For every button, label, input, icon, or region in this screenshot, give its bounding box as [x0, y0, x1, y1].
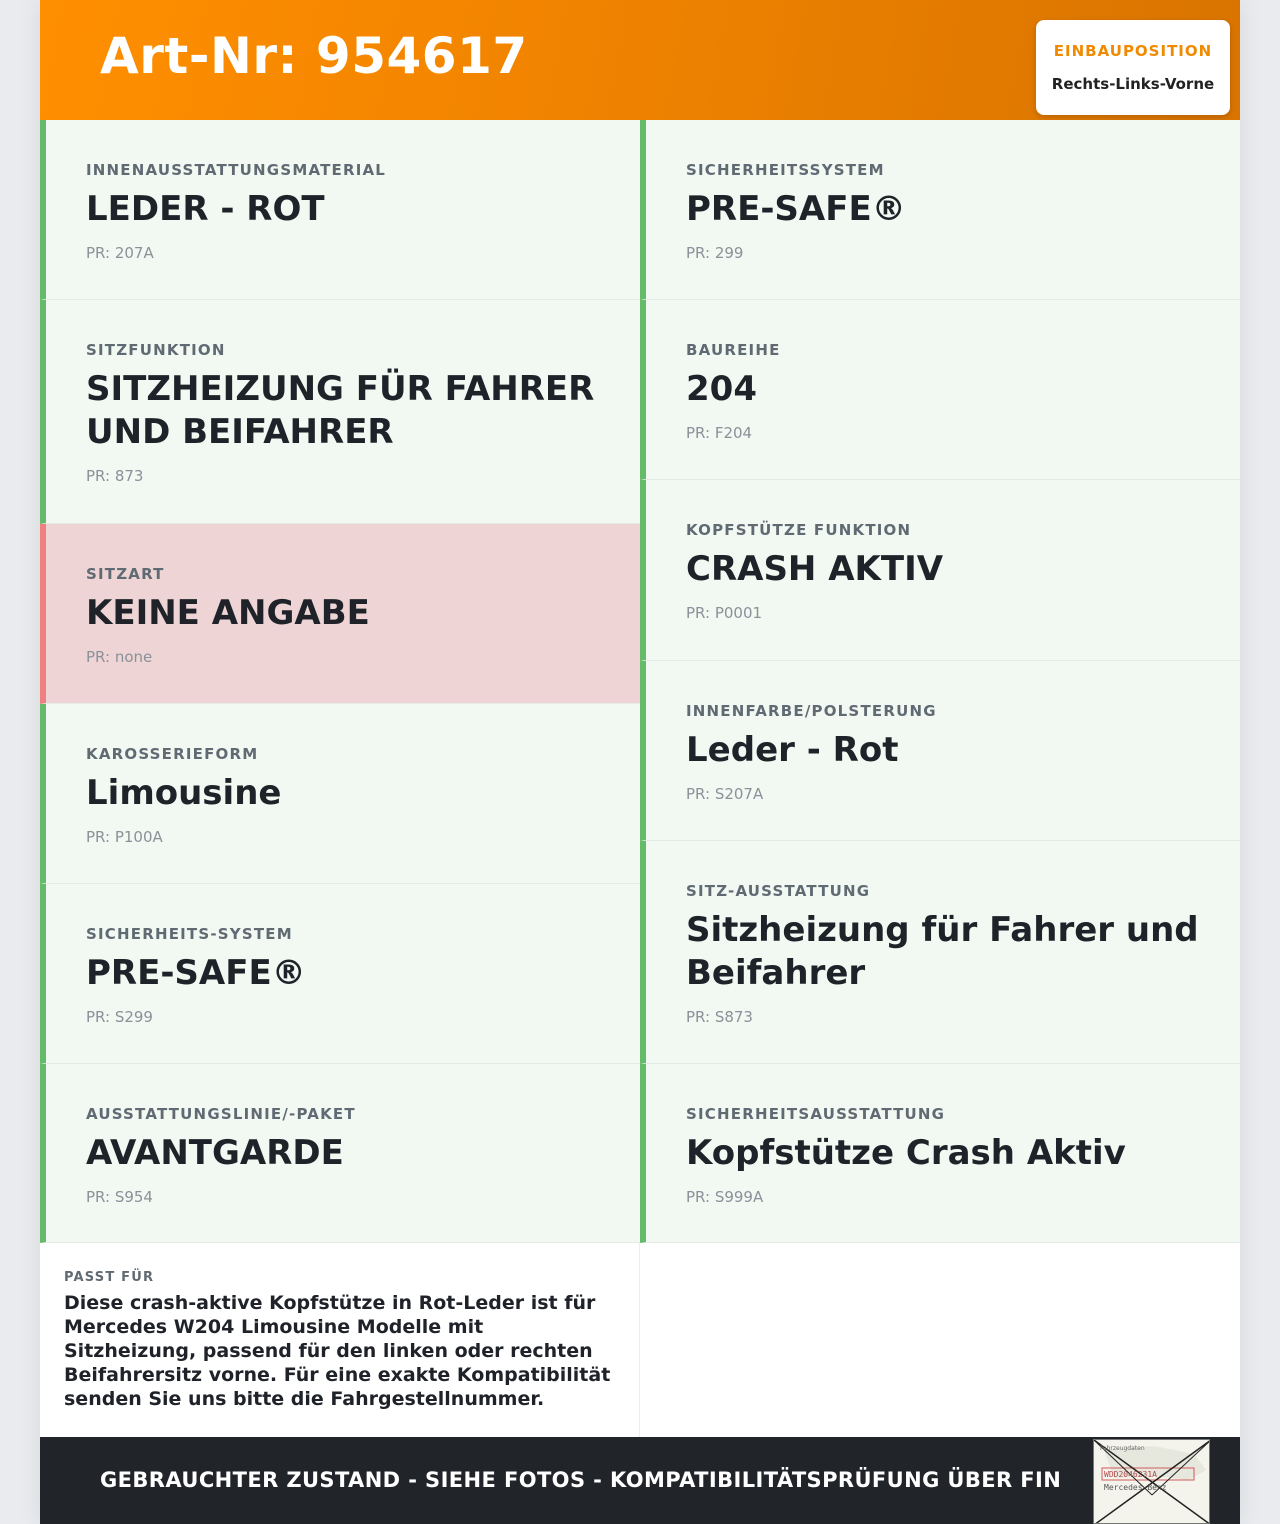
footer-bar: [40, 1437, 1240, 1524]
spec-label: AUSSTATTUNGSLINIE/-PAKET: [86, 1105, 356, 1123]
footer-condition-text: GEBRAUCHTER ZUSTAND - SIEHE FOTOS - KOMPATIBILITÄTSPRÜFUNG ÜBER FIN: [100, 1468, 1062, 1492]
spec-cell-safety-equipment: [640, 1064, 1240, 1243]
spec-label: KOPFSTÜTZE FUNKTION: [686, 521, 912, 539]
fits-for-description: Diese crash-aktive Kopfstütze in Rot-Leder ist für Mercedes W204 Limousine Modelle mit Sitzheizung, passend für den linken oder rechten Beifahrersitz vorne. Für eine exakte Kompatibilität senden Sie uns bitte die Fahrgestellnummer.: [64, 1292, 611, 1410]
spec-value: LEDER - ROT: [86, 189, 325, 229]
spec-label: SICHERHEITS-SYSTEM: [86, 925, 293, 943]
fits-for-label: PASST FÜR: [64, 1270, 155, 1285]
spec-value: PRE-SAFE®: [86, 953, 306, 993]
installation-position-label: EINBAUPOSITION: [1053, 42, 1213, 60]
spec-label: SITZART: [86, 565, 165, 583]
spec-cell-interior-material: [40, 120, 640, 300]
spec-label: SICHERHEITSSYSTEM: [686, 161, 885, 179]
spec-column-right: [640, 120, 1240, 1243]
spec-value: Kopfstütze Crash Aktiv: [686, 1133, 1126, 1173]
spec-pr-code: PR: S873: [686, 1008, 753, 1026]
spec-label: SITZFUNKTION: [86, 341, 226, 359]
spec-value: AVANTGARDE: [86, 1133, 344, 1173]
fits-for-section: [40, 1243, 640, 1437]
spec-pr-code: PR: P100A: [86, 828, 163, 846]
spec-value: 204: [686, 369, 757, 409]
article-number: Art-Nr: 954617: [100, 27, 528, 85]
spec-pr-code: PR: 299: [686, 244, 744, 262]
spec-label: KAROSSERIEFORM: [86, 745, 259, 763]
spec-pr-code: PR: F204: [686, 424, 753, 442]
spec-pr-code: PR: P0001: [686, 604, 763, 622]
thumb-text-1: Fahrzeugdaten: [1100, 1445, 1145, 1452]
spec-pr-code: PR: S207A: [686, 785, 764, 803]
spec-cell-seat-function: [40, 300, 640, 524]
spec-value: CRASH AKTIV: [686, 549, 944, 589]
thumb-text-3: Mercedes-Benz: [1104, 1483, 1167, 1492]
spec-pr-code: PR: S954: [86, 1188, 153, 1206]
spec-pr-code: PR: none: [86, 648, 153, 666]
spec-cell-body-style: [40, 704, 640, 884]
installation-position-value: Rechts-Links-Vorne: [1051, 75, 1215, 93]
spec-cell-seat-type: [40, 524, 640, 704]
vehicle-document-image: [1094, 1440, 1210, 1524]
spec-column-left: [40, 120, 640, 1243]
product-sheet: [40, 0, 1240, 1524]
installation-position-badge: [1036, 20, 1230, 115]
spec-label: INNENAUSSTATTUNGSMATERIAL: [86, 161, 387, 179]
spec-label: SICHERHEITSAUSSTATTUNG: [686, 1105, 946, 1123]
spec-label: INNENFARBE/POLSTERUNG: [686, 702, 937, 720]
spec-label: BAUREIHE: [686, 341, 781, 359]
spec-value: Limousine: [86, 773, 282, 813]
spec-cell-equipment-line: [40, 1064, 640, 1243]
spec-cell-series: [640, 300, 1240, 480]
spec-pr-code: PR: 207A: [86, 244, 154, 262]
spec-cell-interior-color: [640, 661, 1240, 841]
spec-cell-headrest-function: [640, 480, 1240, 661]
spec-value: Sitzheizung für Fahrer und Beifahrer: [686, 910, 1199, 993]
spec-label: SITZ-AUSSTATTUNG: [686, 882, 871, 900]
vehicle-document-thumbnail: [1093, 1439, 1210, 1524]
spec-pr-code: PR: S999A: [686, 1188, 764, 1206]
spec-value: KEINE ANGABE: [86, 593, 370, 633]
spec-pr-code: PR: S299: [86, 1008, 153, 1026]
spec-pr-code: PR: 873: [86, 467, 144, 485]
spec-value: PRE-SAFE®: [686, 189, 906, 229]
spec-cell-seat-equipment: [640, 841, 1240, 1064]
spec-cell-safety-system: [40, 884, 640, 1064]
spec-cell-safety-system-2: [640, 120, 1240, 300]
spec-value: SITZHEIZUNG FÜR FAHRER UND BEIFAHRER: [86, 369, 595, 452]
thumb-text-2: WDD2046231A: [1104, 1470, 1157, 1479]
header-bar: [40, 0, 1240, 120]
spec-value: Leder - Rot: [686, 730, 899, 770]
